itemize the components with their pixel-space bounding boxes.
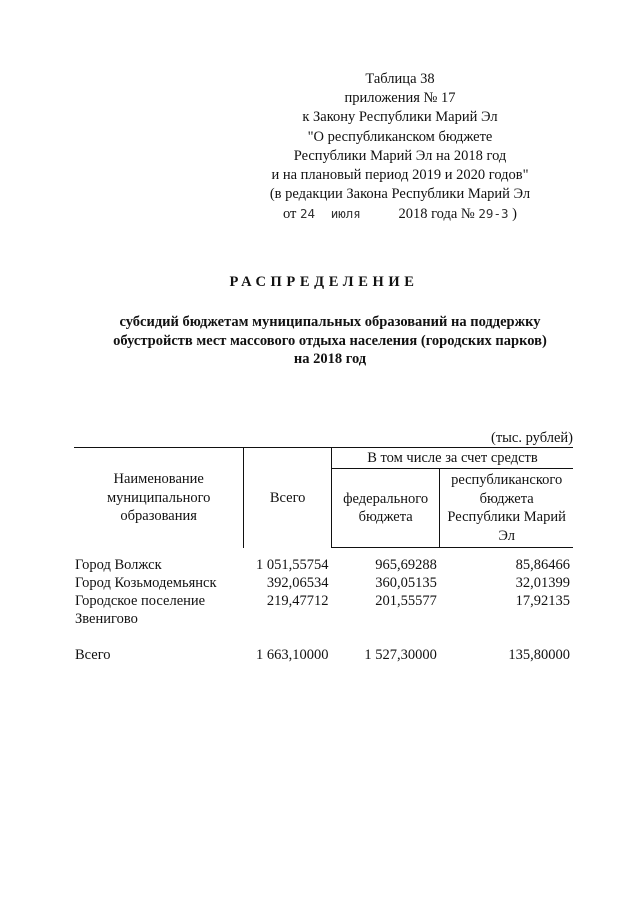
amendment-date-line [250, 204, 550, 224]
row-republic: 32,01399 [515, 575, 570, 591]
header-line: "О республиканском бюджете [307, 128, 493, 145]
total-row-total: 1 663,10000 [255, 647, 329, 663]
units-label: (тыс. рублей) [491, 430, 573, 446]
row-total: 219,47712 [266, 593, 329, 609]
date-year: 2018 года № [398, 206, 475, 223]
total-row-name: Всего [75, 647, 111, 663]
table-row [74, 556, 573, 574]
table-row [74, 574, 573, 592]
subtitle-line: обустройств мест массового отдыха населения (городских парков) [113, 332, 547, 349]
date-day: 24 [300, 206, 316, 222]
row-name: Город Козьмодемьянск [75, 575, 217, 591]
date-prefix: от [283, 206, 297, 223]
subtitle-line: субсидий бюджетам муниципальных образований на поддержку [119, 314, 541, 330]
subtitle-line: на 2018 год [293, 351, 367, 367]
row-name: Город Волжск [75, 557, 162, 573]
header-name: Наименование муниципального образования [74, 448, 244, 548]
total-row-republic: 135,80000 [508, 647, 570, 663]
law-number: 29-З [478, 206, 509, 222]
date-suffix: ) [512, 206, 517, 223]
row-republic: 85,86466 [515, 557, 570, 573]
header-line: приложения № 17 [344, 90, 456, 107]
row-federal: 360,05135 [375, 575, 437, 591]
appendix-header [250, 70, 550, 225]
header-federal: федерального бюджета [331, 469, 439, 548]
header-line: и на плановый период 2019 и 2020 годов" [271, 167, 529, 184]
document-subtitle [60, 313, 600, 369]
header-total: Всего [244, 448, 332, 548]
row-federal: 201,55577 [375, 593, 437, 609]
row-total: 392,06534 [266, 575, 329, 591]
row-total: 1 051,55754 [255, 557, 329, 573]
table-row [74, 592, 573, 628]
table-total-row [74, 646, 573, 664]
header-line: к Закону Республики Марий Эл [302, 109, 498, 126]
header-republic: республиканского бюджета Республики Марий Эл [440, 469, 573, 548]
date-month: июля [330, 206, 361, 222]
header-line: Республики Марий Эл на 2018 год [293, 147, 507, 164]
header-line: (в редакции Закона Республики Марий Эл [269, 186, 531, 203]
document-title: РАСПРЕДЕЛЕНИЕ [229, 274, 419, 290]
header-group: В том числе за счет средств [331, 448, 573, 469]
total-row-federal: 1 527,30000 [364, 647, 437, 663]
row-republic: 17,92135 [515, 593, 570, 609]
subsidy-table [74, 447, 573, 664]
row-name: Городское поселение Звенигово [75, 593, 206, 627]
header-line: Таблица 38 [365, 71, 435, 87]
row-federal: 965,69288 [375, 557, 437, 573]
